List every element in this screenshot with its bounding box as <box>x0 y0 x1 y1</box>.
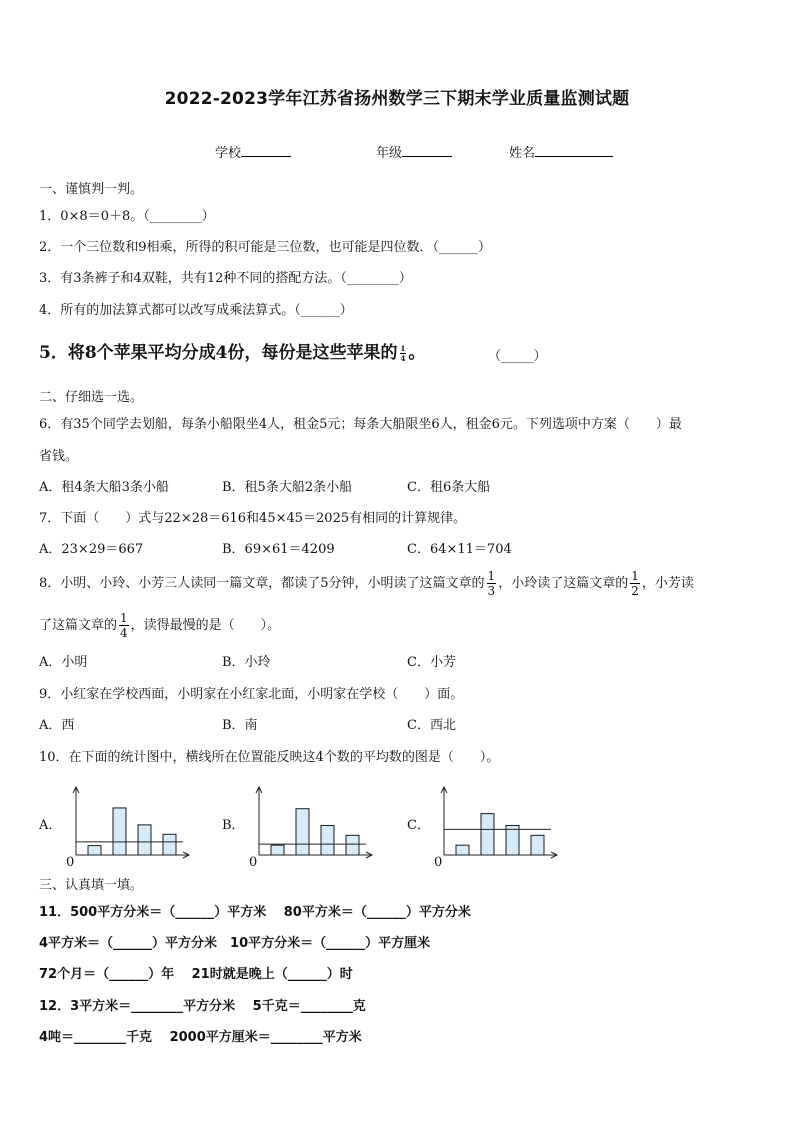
question-6-line-2: 省钱。 <box>39 449 79 464</box>
question-9-option-b[interactable]: B．南 <box>222 718 258 733</box>
question-8-fraction-3 <box>119 612 129 639</box>
name-field <box>509 143 613 160</box>
section-1-heading: 一、谨慎判一判。 <box>39 182 144 197</box>
question-8-option-c[interactable]: C．小芳 <box>407 655 456 670</box>
question-3: 3．有3条裤子和4双鞋，共有12种不同的搭配方法。（________） <box>39 271 412 286</box>
name-blank[interactable] <box>535 143 613 157</box>
grade-label: 年级 <box>376 146 403 161</box>
chart-bar <box>88 846 101 855</box>
question-12-line-2: 4吨＝________千克 2000平方厘米＝________平方米 <box>39 1030 362 1045</box>
question-6-option-a[interactable]: A．租4条大船3条小船 <box>39 480 169 495</box>
school-field <box>215 143 291 160</box>
grade-field <box>376 143 452 160</box>
chart-bar <box>163 834 176 855</box>
question-9-option-c[interactable]: C．西北 <box>407 718 456 733</box>
question-10-option-a[interactable]: A． <box>39 818 62 833</box>
question-8-fraction-2 <box>630 570 640 597</box>
origin-label: 0 <box>249 855 258 868</box>
fraction-numerator: 1 <box>120 611 128 625</box>
chart-bar <box>481 814 494 855</box>
question-5-fraction <box>400 345 407 362</box>
question-6-option-b[interactable]: B．租5条大船2条小船 <box>222 480 353 495</box>
chart-bar <box>113 808 126 855</box>
question-2: 2．一个三位数和9相乘，所得的积可能是三位数，也可能是四位数．（______） <box>39 240 492 255</box>
question-9: 9．小红家在学校西面，小明家在小红家北面，小明家在学校（ ）面。 <box>39 687 464 702</box>
question-5-blank: （_____） <box>488 349 547 364</box>
question-4: 4．所有的加法算式都可以改写成乘法算式。（______） <box>39 303 353 318</box>
fraction-denominator: 4 <box>120 626 128 640</box>
chart-b <box>247 784 377 868</box>
fraction-denominator: 4 <box>400 354 406 363</box>
section-3-heading: 三、认真填一填。 <box>39 878 144 893</box>
question-8-part-a: 8．小明、小玲、小芳三人读同一篇文章，都读了5分钟，小明读了这篇文章的 <box>39 576 485 591</box>
question-11-line-1: 11．500平方分米＝（______）平方米 80平方米＝（______）平方分米 <box>39 905 471 920</box>
page-title: 2022-2023学年江苏省扬州数学三下期末学业质量监测试题 <box>164 89 630 109</box>
question-6-line-1: 6．有35个同学去划船，每条小船限坐4人，租金5元；每条大船限坐6人，租金6元。下列选项中方案（ ）最 <box>39 417 682 432</box>
chart-bar <box>346 835 359 855</box>
question-8-line-2 <box>39 612 280 639</box>
school-blank[interactable] <box>241 143 291 157</box>
question-11-line-2: 4平方米＝（______）平方分米 10平方分米＝（______）平方厘米 <box>39 936 431 951</box>
question-6-option-c[interactable]: C．租6条大船 <box>407 480 491 495</box>
question-12-line-1: 12．3平方米＝________平方分米 5千克＝________克 <box>39 999 366 1014</box>
chart-a <box>64 784 194 868</box>
chart-bar <box>531 835 544 855</box>
grade-blank[interactable] <box>402 143 452 157</box>
question-8-part-e: ，读得最慢的是（ ）。 <box>130 618 281 633</box>
question-5 <box>39 345 425 362</box>
fraction-denominator: 3 <box>487 584 496 598</box>
fraction-numerator: 1 <box>631 569 639 583</box>
question-8-part-d: 了这篇文章的 <box>39 618 118 633</box>
school-label: 学校 <box>215 146 242 161</box>
question-1: 1．0×8＝0＋8。（________） <box>39 209 215 224</box>
fraction-numerator: 1 <box>487 569 496 583</box>
chart-bar <box>296 809 309 855</box>
question-8-option-b[interactable]: B．小玲 <box>222 655 271 670</box>
question-8-part-c: ，小芳读 <box>641 576 694 591</box>
section-2-heading: 二、仔细选一选。 <box>39 390 144 405</box>
question-10-option-b[interactable]: B． <box>222 818 245 833</box>
question-8-option-a[interactable]: A．小明 <box>39 655 88 670</box>
chart-bar <box>321 825 334 855</box>
origin-label: 0 <box>66 855 75 868</box>
name-label: 姓名 <box>509 146 536 161</box>
question-9-option-a[interactable]: A．西 <box>39 718 75 733</box>
question-10: 10．在下面的统计图中，横线所在位置能反映这4个数的平均数的图是（ ）。 <box>39 750 500 765</box>
question-8-fraction-1 <box>487 570 497 597</box>
question-10-option-c[interactable]: C． <box>407 818 430 833</box>
question-8-line-1 <box>39 570 694 597</box>
chart-bar <box>271 845 284 855</box>
question-5-tail: 。 <box>408 343 426 363</box>
chart-c <box>432 784 562 868</box>
fraction-numerator: 1 <box>400 344 406 353</box>
question-7-option-c[interactable]: C．64×11＝704 <box>407 542 512 557</box>
fraction-denominator: 2 <box>631 584 639 598</box>
question-11-line-3: 72个月＝（______）年 21时就是晚上（______）时 <box>39 967 353 982</box>
question-8-part-b: ，小玲读了这篇文章的 <box>498 576 629 591</box>
chart-bar <box>456 845 469 855</box>
question-7: 7．下面（ ）式与22×28＝616和45×45＝2025有相同的计算规律。 <box>39 511 467 526</box>
chart-bar <box>138 825 151 855</box>
origin-label: 0 <box>434 855 443 868</box>
question-7-option-a[interactable]: A．23×29＝667 <box>39 542 144 557</box>
question-5-text: 5．将8个苹果平均分成4份，每份是这些苹果的 <box>39 343 398 363</box>
question-7-option-b[interactable]: B．69×61＝4209 <box>222 542 335 557</box>
